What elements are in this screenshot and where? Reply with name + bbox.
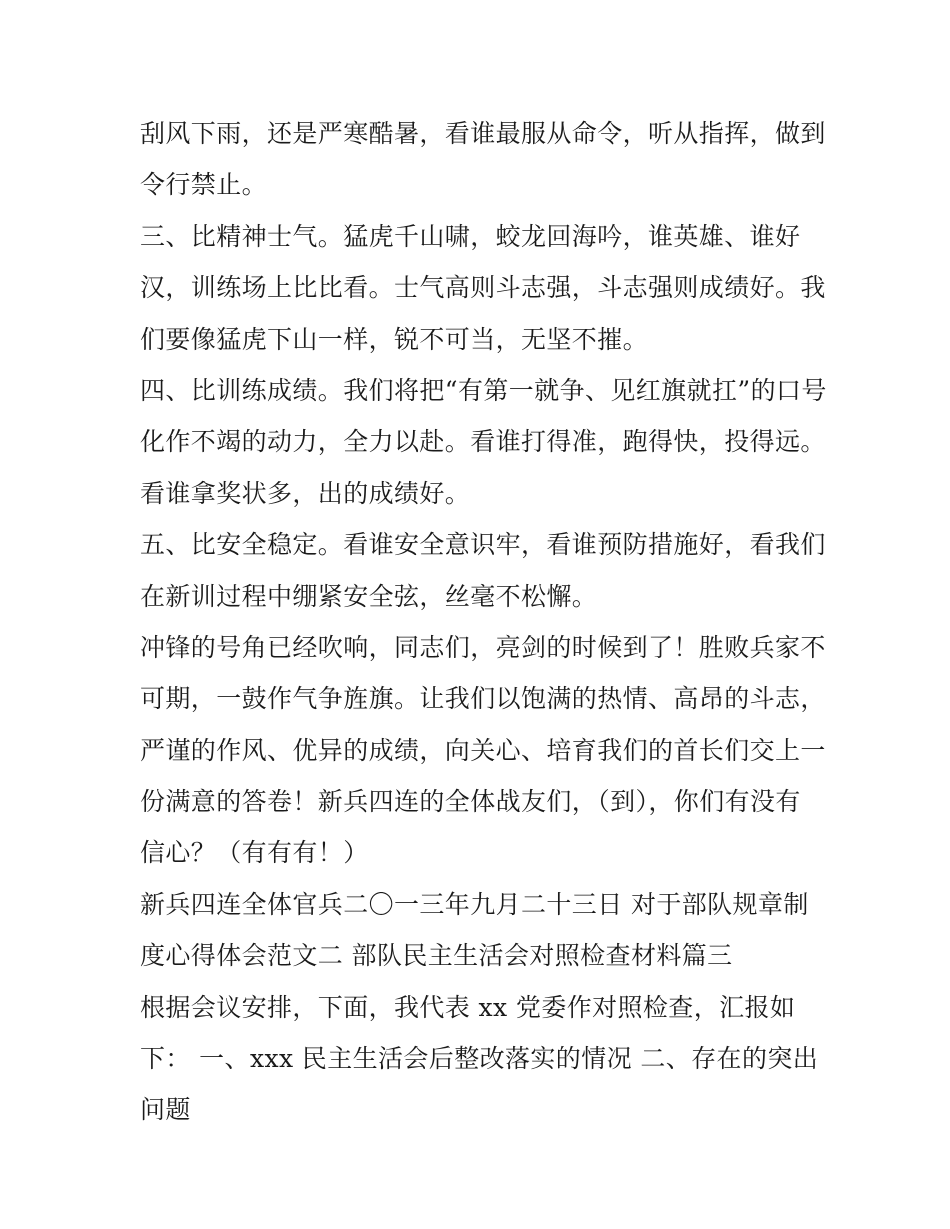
document-body	[140, 108, 827, 1136]
text-line: 冲锋的号角已经吹响，同志们，亮剑的时候到了！胜败兵家不	[140, 632, 826, 662]
text-line: 刮风下雨，还是严寒酷暑，看谁最服从命令，听从指挥，做到	[140, 119, 826, 148]
text-line: 汉，训练场上比比看。士气高则斗志强，斗志强则成绩好。我	[140, 273, 826, 303]
text-line: 新兵四连全体官兵二〇一三年九月二十三日 对于部队规章制	[140, 889, 809, 919]
text-line: 化作不竭的动力，全力以赴。看谁打得准，跑得快，投得远。	[140, 427, 826, 457]
text-line: 问题	[140, 1095, 191, 1125]
text-line: 令行禁止。	[140, 170, 268, 200]
text-line: 们要像猛虎下山一样，锐不可当，无坚不摧。	[140, 324, 649, 354]
text-line: 严谨的作风、优异的成绩，向关心、培育我们的首长们交上一	[140, 735, 826, 765]
text-line: 根据会议安排，下面，我代表 xx 党委作对照检查，汇报如	[140, 992, 796, 1022]
text-line: 份满意的答卷！新兵四连的全体战友们，（到），你们有没有	[140, 787, 801, 817]
text-line: 四、比训练成绩。我们将把“有第一就争、见红旗就扛”的口号	[140, 375, 827, 405]
text-line: 度心得体会范文二 部队民主生活会对照检查材料篇三	[140, 941, 733, 971]
text-line: 可期，一鼓作气争旌旗。让我们以饱满的热情、高昂的斗志，	[140, 684, 826, 714]
text-line: 看谁拿奖状多，出的成绩好。	[140, 478, 471, 508]
text-line: 下： 一、xxx 民主生活会后整改落实的情况 二、存在的突出	[140, 1044, 819, 1074]
text-line: 三、比精神士气。猛虎千山啸，蛟龙回海吟，谁英雄、谁好	[140, 221, 801, 251]
text-line: 在新训过程中绷紧安全弦，丝毫不松懈。	[140, 581, 598, 611]
text-line: 信心？（有有有！）	[140, 838, 369, 868]
text-line: 五、比安全稳定。看谁安全意识牢，看谁预防措施好，看我们	[140, 530, 826, 560]
